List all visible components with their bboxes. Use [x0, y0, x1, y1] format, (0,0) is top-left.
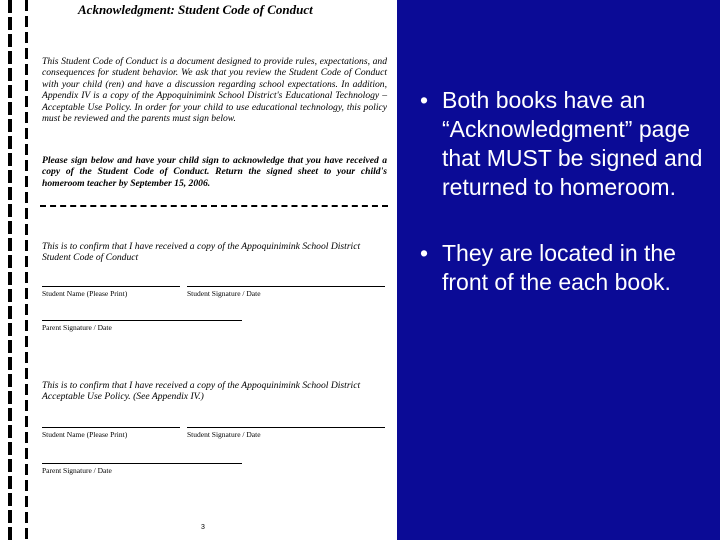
student-name-label-1: Student Name (Please Print) — [42, 289, 128, 298]
page-number: 3 — [201, 524, 205, 531]
bullet-list — [412, 86, 712, 334]
binding-holes-inner — [25, 0, 28, 540]
intro-paragraph: This Student Code of Conduct is a document designed to provide rules, expectations, and consequences for student behavior. We ask that you review the Student Code of Conduct with your child (ren) and have a discussion regarding school expectations. In addition, Appendix IV is a copy of the Appoquinimink School District's Educational Technology – Acceptable Use Policy. In order for your child to use educational technology, this policy must be reviewed and the parents must sign below. — [42, 56, 387, 125]
document-title: Acknowledgment: Student Code of Conduct — [78, 2, 313, 17]
student-name-label-2: Student Name (Please Print) — [42, 430, 128, 439]
student-signature-label-1: Student Signature / Date — [187, 289, 261, 298]
parent-signature-label-1: Parent Signature / Date — [42, 323, 112, 332]
bullet-dot-icon: • — [420, 240, 429, 266]
binding-holes-outer — [8, 0, 12, 540]
student-signature-line-1 — [187, 286, 385, 287]
student-signature-label-2: Student Signature / Date — [187, 430, 261, 439]
parent-signature-line-2 — [42, 463, 242, 464]
instruction-paragraph: Please sign below and have your child sign to acknowledge that you have received a copy of the Student Code of Conduct. Return the signed sheet to your child's homeroom teacher by September 15, 2006. — [42, 155, 387, 189]
parent-signature-line-1 — [42, 320, 242, 321]
bullet-dot-icon: • — [420, 87, 429, 113]
bullet-text: They are located in the front of the each book. — [442, 240, 676, 295]
confirm-acceptable-use: This is to confirm that I have received a copy of the Appoquinimink School District Acceptable Use Policy. (See Appendix IV.) — [42, 380, 361, 403]
student-signature-line-2 — [187, 427, 385, 428]
cut-line — [40, 205, 388, 207]
bullet-text: Both books have an “Acknowledgment” page that MUST be signed and returned to homeroom. — [442, 87, 703, 200]
parent-signature-label-2: Parent Signature / Date — [42, 466, 112, 475]
bullet-item-location — [412, 239, 712, 297]
student-name-line-1 — [42, 286, 180, 287]
confirm-code-of-conduct: This is to confirm that I have received a copy of the Appoquinimink School District Student Code of Conduct — [42, 241, 361, 264]
student-name-line-2 — [42, 427, 180, 428]
bullet-item-acknowledgment — [412, 86, 712, 202]
